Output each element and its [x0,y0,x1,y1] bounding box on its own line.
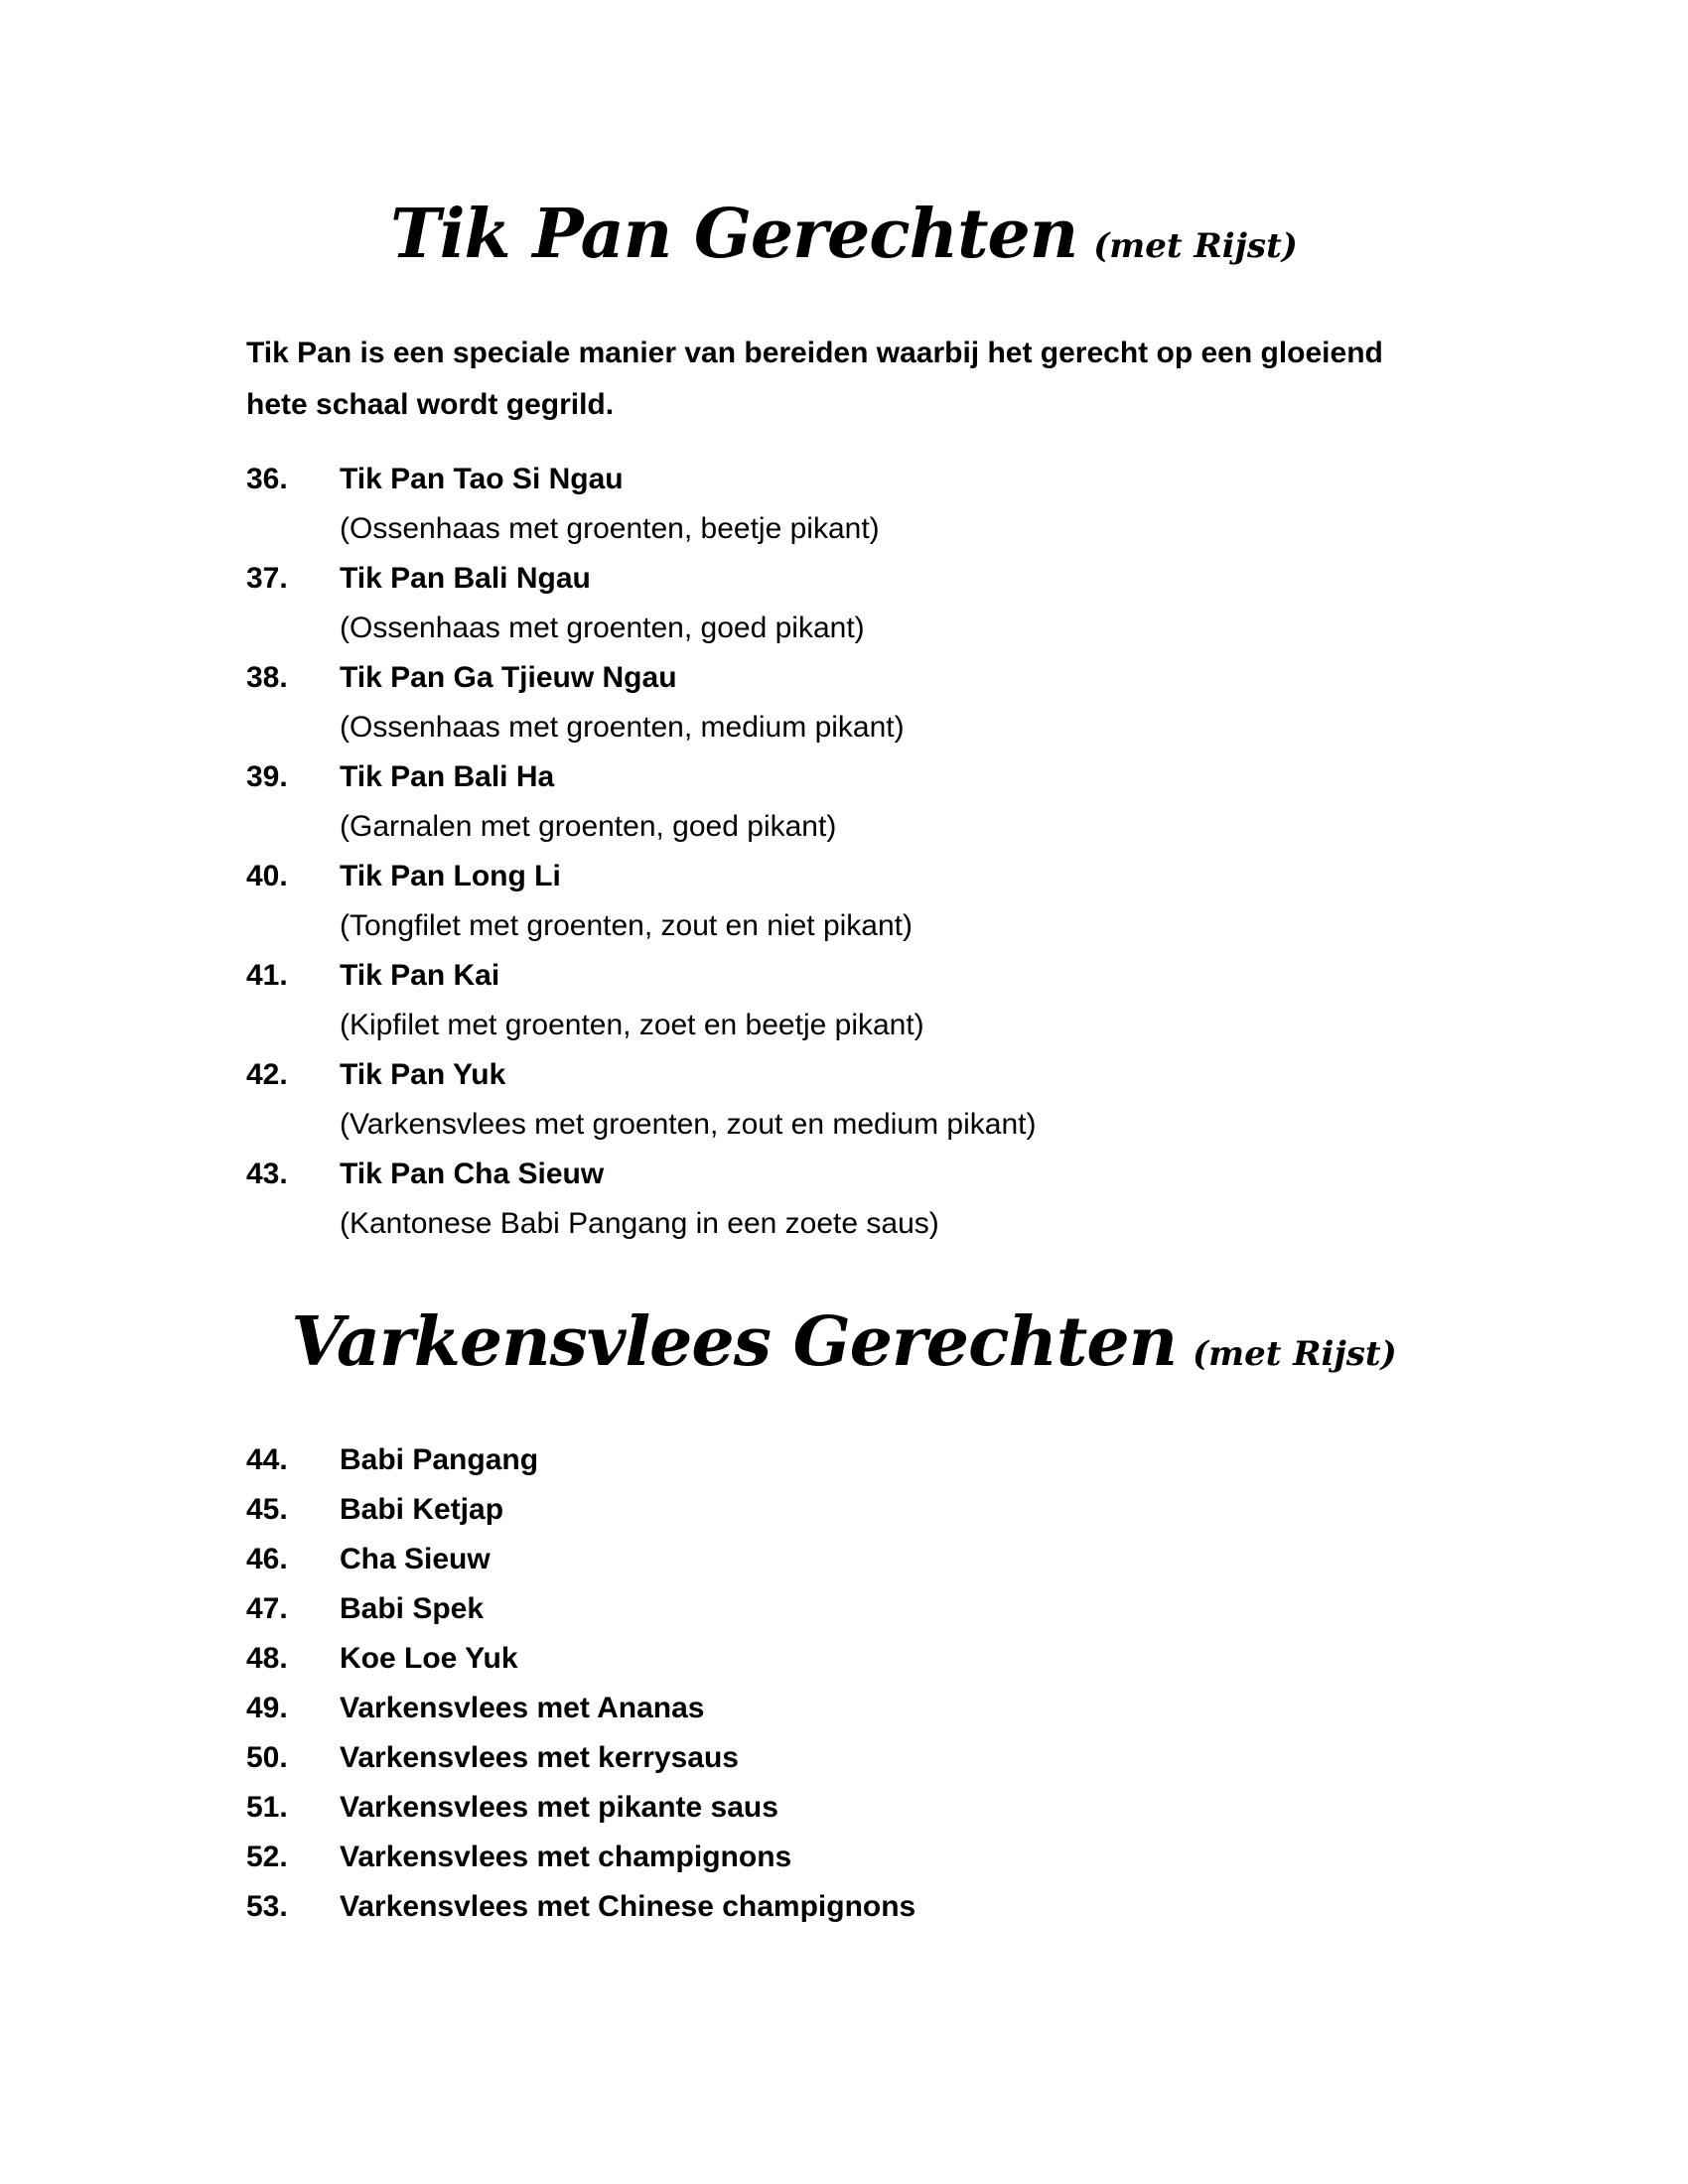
item-name: Varkensvlees met champignons [340,1841,792,1873]
item-number: 46. [246,1543,288,1575]
item-name: Tik Pan Bali Ngau [340,562,591,595]
item-name: Tik Pan Kai [340,959,500,992]
item-number: 38. [246,661,288,694]
item-description: (Ossenhaas met groenten, medium pikant) [340,711,905,744]
item-name: Babi Ketjap [340,1493,504,1526]
item-description: (Kantonese Babi Pangang in een zoete saus) [340,1207,939,1240]
item-number: 37. [246,562,288,595]
item-name: Tik Pan Long Li [340,860,561,892]
item-name: Cha Sieuw [340,1543,491,1575]
item-description: (Tongfilet met groenten, zout en niet pikant) [340,909,914,942]
item-description: (Ossenhaas met groenten, goed pikant) [340,612,865,644]
item-name: Babi Spek [340,1592,485,1625]
item-name: Varkensvlees met kerrysaus [340,1741,739,1774]
tikpan-title: Tik Pan Gerechten [390,195,1078,274]
tikpan-subtitle: (met Rijst) [1093,226,1298,266]
item-number: 51. [246,1791,288,1824]
item-description: (Garnalen met groenten, goed pikant) [340,810,837,843]
item-number: 53. [246,1890,288,1923]
item-name: Varkensvlees met pikante saus [340,1791,778,1824]
tikpan-intro: Tik Pan is een speciale manier van bereiden waarbij het gerecht op een gloeiend hete schaal wordt gegrild. [246,337,1383,421]
item-number: 49. [246,1692,288,1724]
varkensvlees-title: Varkensvlees Gerechten [291,1302,1178,1382]
item-number: 40. [246,860,288,892]
item-number: 36. [246,463,288,495]
item-name: Koe Loe Yuk [340,1642,518,1675]
item-number: 50. [246,1741,288,1774]
item-number: 39. [246,760,288,793]
item-description: (Varkensvlees met groenten, zout en medium pikant) [340,1108,1037,1141]
item-number: 47. [246,1592,288,1625]
item-number: 41. [246,959,288,992]
item-name: Varkensvlees met Chinese champignons [340,1890,916,1923]
item-description: (Ossenhaas met groenten, beetje pikant) [340,512,880,545]
item-name: Tik Pan Cha Sieuw [340,1158,605,1190]
item-number: 44. [246,1443,288,1476]
tikpan-section-title [0,195,1688,274]
item-number: 43. [246,1158,288,1190]
item-name: Tik Pan Yuk [340,1058,506,1091]
item-number: 45. [246,1493,288,1526]
varkensvlees-subtitle: (met Rijst) [1193,1334,1397,1374]
item-name: Tik Pan Tao Si Ngau [340,463,624,495]
varkensvlees-section-title [0,1302,1688,1382]
item-number: 42. [246,1058,288,1091]
item-name: Varkensvlees met Ananas [340,1692,705,1724]
item-name: Tik Pan Ga Tjieuw Ngau [340,661,677,694]
item-name: Babi Pangang [340,1443,539,1476]
item-name: Tik Pan Bali Ha [340,760,555,793]
item-number: 48. [246,1642,288,1675]
item-number: 52. [246,1841,288,1873]
item-description: (Kipfilet met groenten, zoet en beetje pikant) [340,1009,924,1041]
